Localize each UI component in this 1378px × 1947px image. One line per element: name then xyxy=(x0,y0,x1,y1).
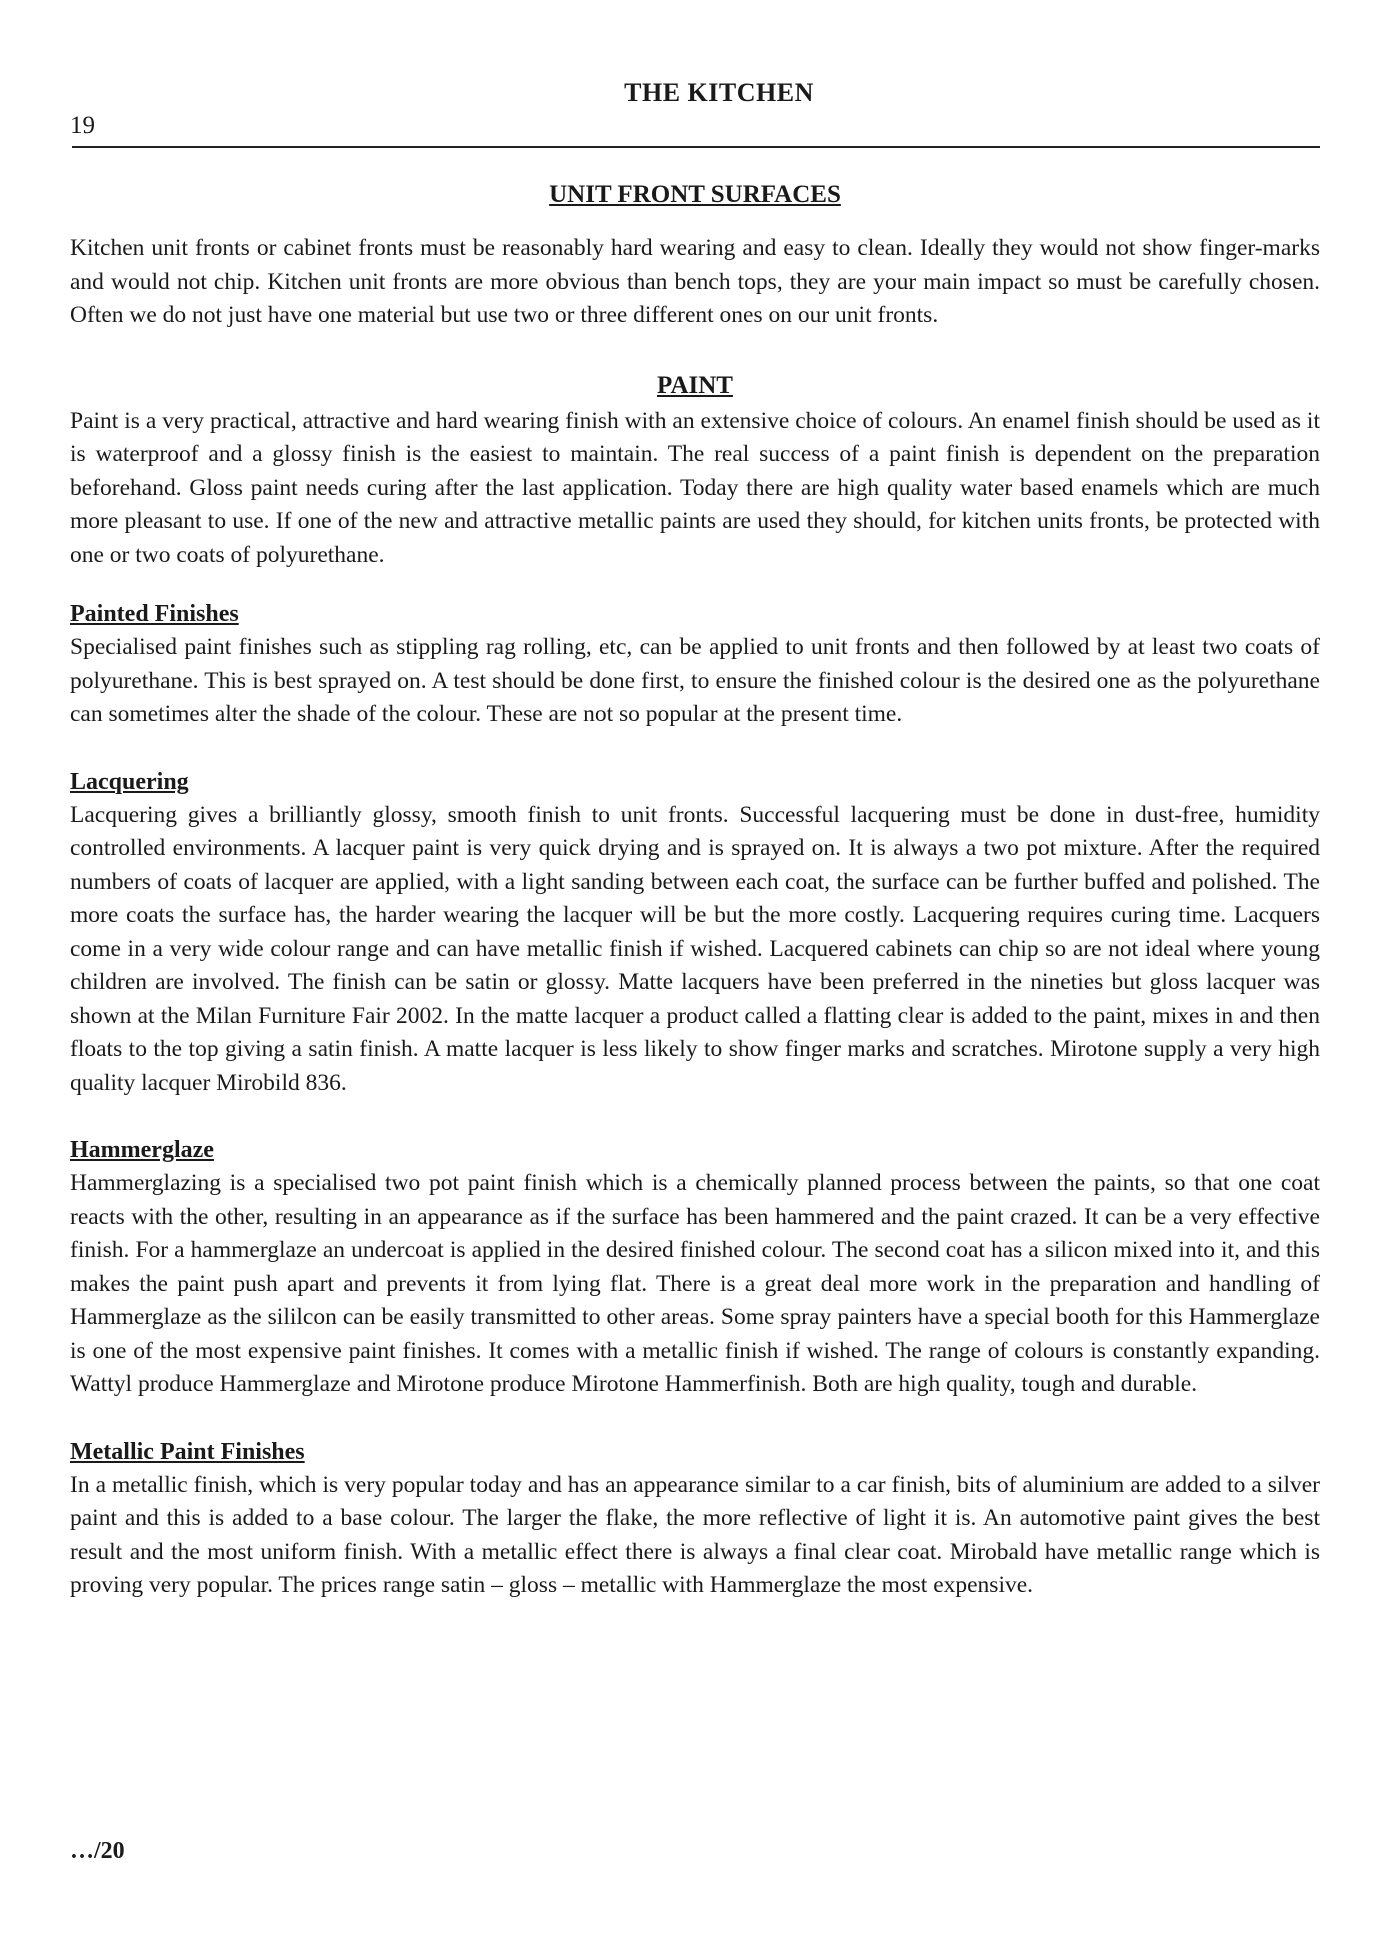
main-title: UNIT FRONT SURFACES xyxy=(549,181,841,208)
running-title: THE KITCHEN xyxy=(624,78,814,107)
spacer xyxy=(70,1100,1320,1134)
paint-title: PAINT xyxy=(657,371,733,399)
section-title-metallic-paint-finishes: Metallic Paint Finishes xyxy=(70,1438,305,1465)
section-title-hammerglaze: Hammerglaze xyxy=(70,1137,214,1163)
spacer xyxy=(70,572,1320,598)
section-body-metallic-paint-finishes: In a metallic finish, which is very popular today and has an appearance similar to a car finish, bits of aluminium are added to a silver paint and this is added to a base colour. The larger the flake, the more reflective of light it is. An automotive paint gives the best result and the most uniform finish. With a metallic effect there is always a final clear coat. Mirobald have metallic range which is proving very popular. The prices range satin – gloss – metallic with Hammerglaze the most expensive. xyxy=(70,1471,1320,1598)
section-title-painted-finishes: Painted Finishes xyxy=(70,601,239,627)
continued-marker: …/20 xyxy=(70,1838,125,1864)
spacer xyxy=(70,1402,1320,1436)
paint-paragraph: Paint is a very practical, attractive and hard wearing finish with an extensive choice of colours. An enamel finish should be used as it is waterproof and a glossy finish is the easiest to maintain. The real success of a paint finish is dependent on the preparation beforehand. Gloss paint needs curing after the last application. Today there are high quality water based enamels which are much more pleasant to use. If one of the new and attractive metallic paints are used they should, for kitchen units fronts, be protected with one or two coats of polyurethane. xyxy=(70,407,1320,568)
section-body-lacquering: Lacquering gives a brilliantly glossy, smooth finish to unit fronts. Successful lacquering must be done in dust-free, humidity controlled environments. A lacquer paint is very quick drying and is sprayed on. It is always a two pot mixture. After the required numbers of coats of lacquer are applied, with a light sanding between each coat, the surface can be further buffed and polished. The more coats the surface has, the harder wearing the lacquer will be but the more costly. Lacquering requires curing time. Lacquers come in a very wide colour range and can have metallic finish if wished. Lacquered cabinets can chip so are not ideal where young children are involved. The finish can be satin or glossy. Matte lacquers have been preferred in the nineties but gloss lacquer was shown at the Milan Furniture Fair 2002. In the matte lacquer a product called a flatting clear is added to the paint, mixes in and then floats to the top giving a satin finish. A matte lacquer is less likely to show finger marks and scratches. Mirotone supply a very high quality lacquer Mirobild 836. xyxy=(70,801,1320,1096)
page-content xyxy=(70,176,1320,1603)
section-body-painted-finishes: Specialised paint finishes such as stippling rag rolling, etc, can be applied to unit fronts and then followed by at least two coats of polyurethane. This is best sprayed on. A test should be done first, to ensure the finished colour is the desired one as the polyurethane can sometimes alter the shade of the colour. These are not so popular at the present time. xyxy=(70,634,1320,727)
section-body-hammerglaze: Hammerglazing is a specialised two pot paint finish which is a chemically planned process between the paints, so that one coat reacts with the other, resulting in an appearance as if the surface has been hammered and the paint crazed. It can be a very effective finish. For a hammerglaze an undercoat is applied in the desired finished colour. The second coat has a silicon mixed into it, and this makes the paint push apart and prevents it from lying flat. There is a great deal more work in the preparation and handling of Hammerglaze as the sililcon can be easily transmitted to other areas. Some spray painters have a special booth for this Hammerglaze is one of the most expensive paint finishes. It comes with a metallic finish if wished. The range of colours is constantly expanding. Wattyl produce Hammerglaze and Mirotone produce Mirotone Hammerfinish. Both are high quality, tough and durable. xyxy=(70,1170,1320,1397)
spacer xyxy=(70,732,1320,766)
intro-paragraph: Kitchen unit fronts or cabinet fronts must be reasonably hard wearing and easy to clean. Ideally they would not show finger-marks and would not chip. Kitchen unit fronts are more obvious than bench tops, they are your main impact so must be carefully chosen. Often we do not just have one material but use two or three different ones on our unit fronts. xyxy=(70,235,1320,328)
page-number: 19 xyxy=(70,112,95,139)
header-rule xyxy=(72,146,1320,148)
section-title-lacquering: Lacquering xyxy=(70,768,189,795)
